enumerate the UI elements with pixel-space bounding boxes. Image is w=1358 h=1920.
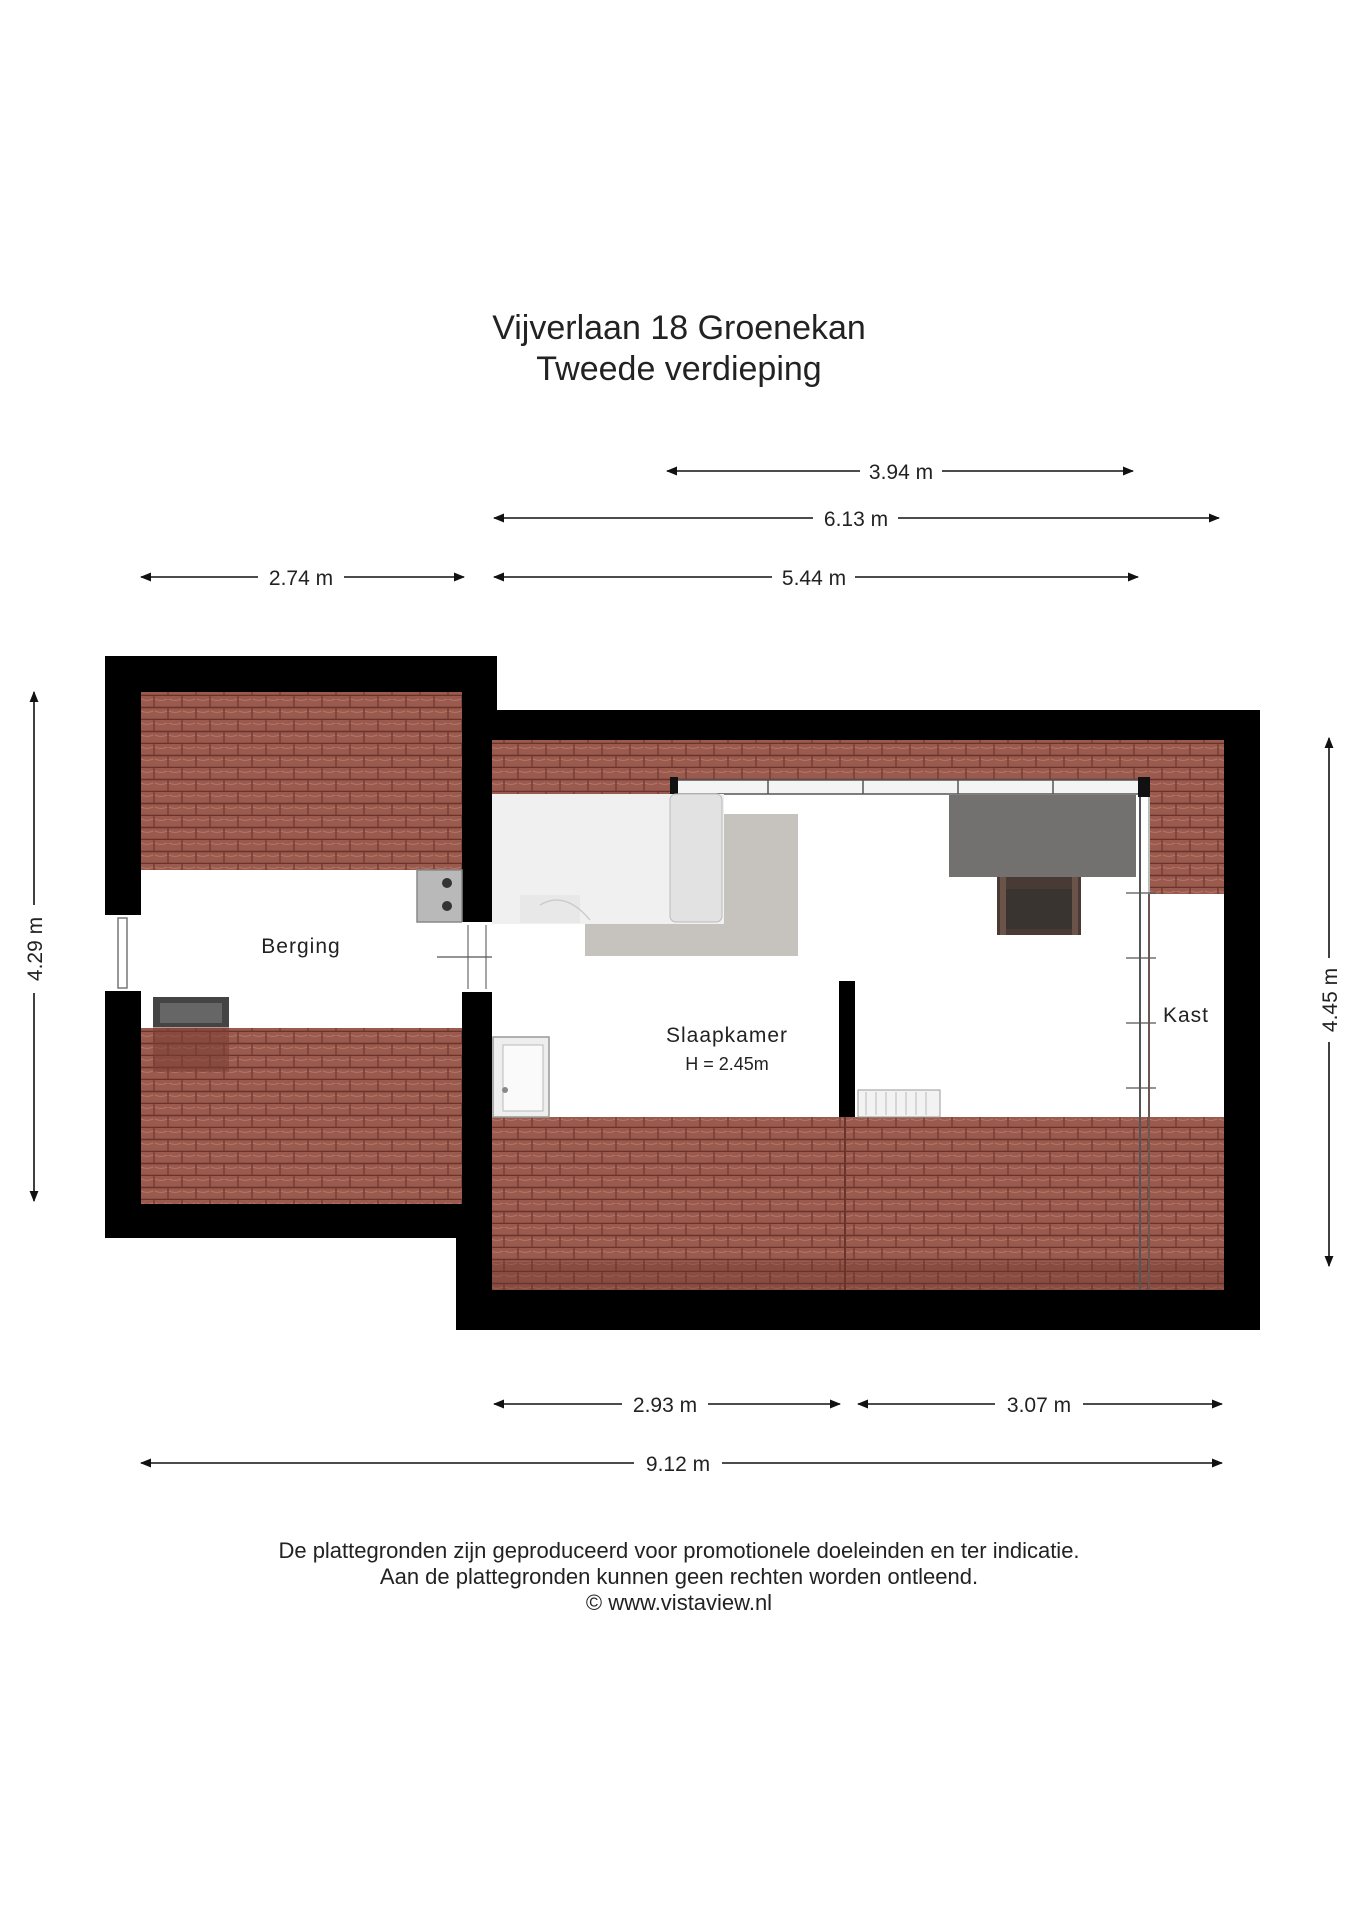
room-label-kast: Kast bbox=[1162, 1004, 1210, 1027]
dim-2-93: 2.93 m bbox=[632, 1394, 698, 1417]
room-height-slaapkamer: H = 2.45m bbox=[685, 1054, 769, 1074]
roof-slope-top-left bbox=[141, 692, 462, 870]
slaapkamer-room bbox=[492, 740, 1224, 1290]
sink bbox=[417, 870, 462, 922]
dim-6-13: 6.13 m bbox=[823, 508, 889, 531]
disclaimer-line-2: Aan de plattegronden kunnen geen rechten worden ontleend. bbox=[379, 1564, 979, 1589]
dim-9-12: 9.12 m bbox=[645, 1453, 711, 1476]
dim-4-45: 4.45 m bbox=[1319, 967, 1342, 1033]
floor-name: Tweede verdieping bbox=[536, 350, 822, 388]
dim-5-44: 5.44 m bbox=[781, 567, 847, 590]
dim-3-07: 3.07 m bbox=[1006, 1394, 1072, 1417]
page-title: Vijverlaan 18 Groenekan bbox=[492, 309, 866, 347]
window-berging bbox=[105, 915, 141, 991]
radiator bbox=[858, 1090, 940, 1117]
interior-wall bbox=[839, 981, 855, 1117]
room-label-slaapkamer: Slaapkamer bbox=[665, 1024, 789, 1047]
copyright-link[interactable]: © www.vistaview.nl bbox=[585, 1590, 773, 1615]
room-label-berging: Berging bbox=[261, 935, 341, 958]
dim-3-94: 3.94 m bbox=[868, 461, 934, 484]
bed-pillow bbox=[670, 794, 722, 922]
disclaimer-line-1: De plattegronden zijn geproduceerd voor promotionele doeleinden en ter indicatie. bbox=[278, 1538, 1080, 1563]
desk bbox=[949, 795, 1136, 877]
dim-4-29: 4.29 m bbox=[24, 916, 47, 982]
dim-2-74: 2.74 m bbox=[268, 567, 334, 590]
roof-window bbox=[672, 780, 1147, 794]
